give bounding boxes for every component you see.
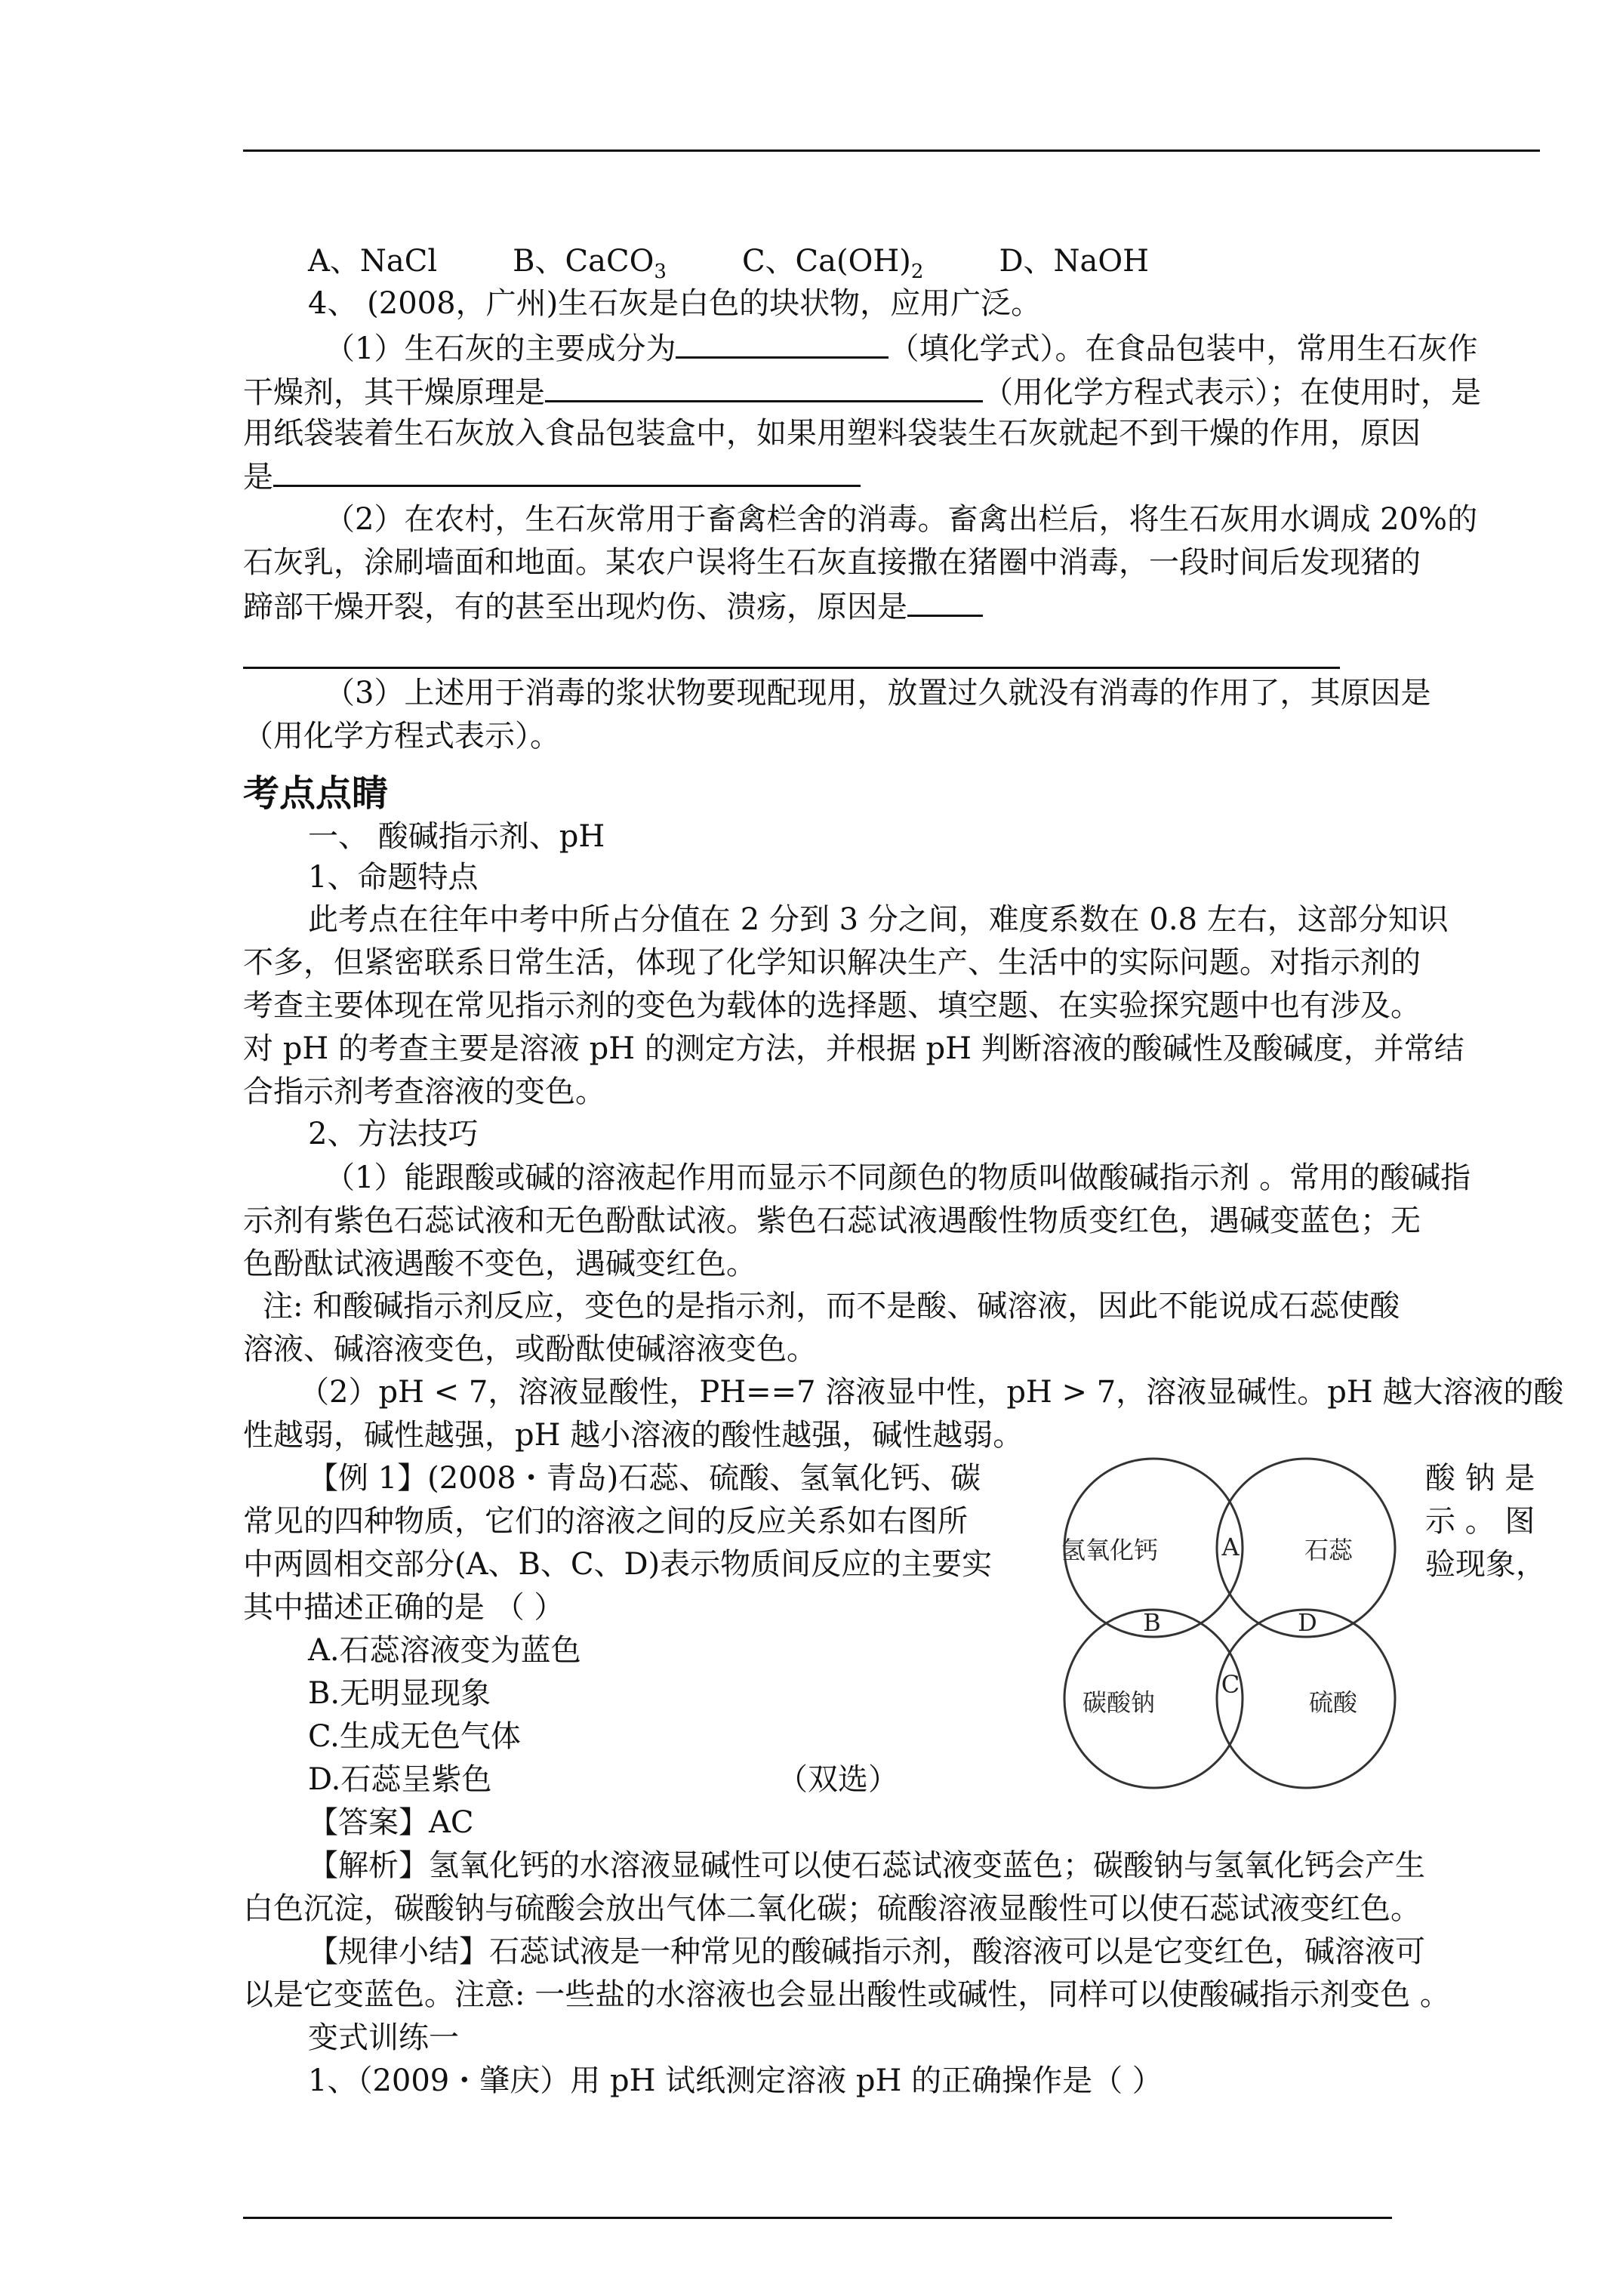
label-sodium-carbonate: 碳酸钠 [1082, 1688, 1156, 1717]
training-question: 1、（2009・肇庆）用 pH 试纸测定溶液 pH 的正确操作是（ ） [308, 2063, 1163, 2098]
summary-line: 【规律小结】石蕊试液是一种常见的酸碱指示剂，酸溶液可以是它变红色，碱溶液可 [308, 1934, 1425, 1969]
section-heading: 考点点睛 [243, 772, 389, 815]
q4-p1-line4: 是 [243, 455, 861, 498]
paragraph-line: 合指示剂考查溶液的变色。 [243, 1074, 605, 1109]
answer-line[interactable] [243, 667, 1340, 669]
venn-diagram [1057, 1450, 1404, 1797]
choice-a: A.石蕊溶液变为蓝色 [308, 1633, 581, 1668]
q4-p3-line2: （用化学方程式表示）。 [243, 719, 560, 754]
q4-p1-line1: （1）生石灰的主要成分为 （填化学式）。在食品包装中，常用生石灰作 [325, 326, 1477, 370]
summary-line: 以是它变蓝色。注意: 一些盐的水溶液也会显出酸性或碱性，同样可以使酸碱指示剂变色 。 [243, 1977, 1450, 2012]
analysis-line: 【解析】氢氧化钙的水溶液显碱性可以使石蕊试液变蓝色；碳酸钠与氢氧化钙会产生 [308, 1848, 1425, 1883]
example-line: 常见的四种物质，它们的溶液之间的反应关系如右图所 [243, 1504, 968, 1539]
note-line: 注: 和酸碱指示剂反应，变色的是指示剂，而不是酸、碱溶液，因此不能说成石蕊使酸 [263, 1289, 1400, 1324]
answer-blank[interactable] [676, 326, 888, 359]
label-b: B [1143, 1608, 1161, 1637]
paragraph-line: 对 pH 的考查主要是溶液 pH 的测定方法，并根据 pH 判断溶液的酸碱性及酸碱度，并常结 [243, 1031, 1464, 1066]
paragraph-line: 此考点在往年中考中所占分值在 2 分到 3 分之间，难度系数在 0.8 左右，这部分知识 [308, 902, 1449, 937]
q4-p2-line2: 石灰乳，涂刷墙面和地面。某农户误将生石灰直接撒在猪圈中消毒，一段时间后发现猪的 [243, 545, 1421, 580]
label-a: A [1221, 1533, 1240, 1561]
paragraph-line: 性越弱，碱性越强，pH 越小溶液的酸性越强，碱性越弱。 [243, 1418, 1024, 1453]
paragraph-line: 考查主要体现在常见指示剂的变色为载体的选择题、填空题、在实验探究题中也有涉及。 [243, 988, 1421, 1023]
subsection-1: 1、命题特点 [308, 860, 479, 895]
answer-blank[interactable] [907, 584, 983, 617]
option-d: D、NaOH [999, 244, 1150, 279]
q4-p1-line2: 干燥剂，其干燥原理是 （用化学方程式表示）；在使用时，是 [243, 370, 1481, 414]
dual-select-note: （双选） [778, 1762, 898, 1797]
q4-p2-line1: （2）在农村，生石灰常用于畜禽栏舍的消毒。畜禽出栏后，将生石灰用水调成 20%的 [325, 502, 1478, 537]
paragraph-line: 不多，但紧密联系日常生活，体现了化学知识解决生产、生活中的实际问题。对指示剂的 [243, 945, 1421, 980]
footer-rule [243, 2217, 1392, 2219]
q4-p1-line3: 用纸袋装着生石灰放入食品包装盒中，如果用塑料袋装生石灰就起不到干燥的作用，原因 [243, 416, 1421, 451]
analysis-line: 白色沉淀，碳酸钠与硫酸会放出气体二氧化碳；硫酸溶液显酸性可以使石蕊试液变红色。 [243, 1891, 1421, 1926]
option-a: A、NaCl [308, 244, 438, 279]
q4-p2-line3: 蹄部干燥开裂，有的甚至出现灼伤、溃疡，原因是 [243, 584, 983, 628]
example-line: 其中描述正确的是 （ ） [243, 1590, 565, 1625]
choice-b: B.无明显现象 [308, 1676, 491, 1711]
subsection-title: 一、 酸碱指示剂、pH [308, 819, 605, 854]
label-calcium-hydroxide: 氢氧化钙 [1061, 1536, 1159, 1564]
example-line-right: 酸 钠 是 [1425, 1461, 1535, 1496]
example-line-right: 示 。 图 [1425, 1504, 1535, 1539]
label-c: C [1221, 1670, 1240, 1699]
training-title: 变式训练一 [308, 2020, 459, 2055]
option-b: B、CaCO$_3$ [513, 244, 667, 283]
q4-p3-line1: （3）上述用于消毒的浆状物要现配现用，放置过久就没有消毒的作用了，其原因是 [325, 676, 1431, 710]
paragraph-line: 示剂有紫色石蕊试液和无色酚酞试液。紫色石蕊试液遇酸性物质变红色，遇碱变蓝色；无 [243, 1203, 1421, 1238]
paragraph-line: （2）pH < 7，溶液显酸性，PH==7 溶液显中性，pH > 7，溶液显碱性。pH 越大溶液的酸 [299, 1375, 1564, 1410]
example-line-right: 验现象， [1425, 1547, 1546, 1582]
label-litmus: 石蕊 [1304, 1536, 1354, 1564]
note-line: 溶液、碱溶液变色，或酚酞使碱溶液变色。 [243, 1332, 817, 1367]
answer-blank[interactable] [273, 455, 861, 487]
example-line: 【例 1】(2008・青岛)石蕊、硫酸、氢氧化钙、碳 [308, 1461, 981, 1496]
header-rule [243, 149, 1540, 152]
choice-c: C.生成无色气体 [308, 1719, 521, 1754]
answer-line-text: 【答案】AC [308, 1805, 474, 1840]
paragraph-line: 色酚酞试液遇酸不变色，遇碱变红色。 [243, 1247, 756, 1281]
subsection-2: 2、方法技巧 [308, 1117, 479, 1151]
example-line: 中两圆相交部分(A、B、C、D)表示物质间反应的主要实 [243, 1547, 993, 1582]
label-sulfuric-acid: 硫酸 [1308, 1688, 1358, 1717]
option-c: C、$Ca(OH)_2$ [741, 244, 924, 283]
choice-d: D.石蕊呈紫色 [308, 1762, 492, 1797]
label-d: D [1298, 1608, 1317, 1637]
answer-blank[interactable] [545, 370, 983, 402]
q4-title: 4、 (2008，广州)生石灰是白色的块状物，应用广泛。 [308, 286, 1042, 321]
paragraph-line: （1）能跟酸或碱的溶液起作用而显示不同颜色的物质叫做酸碱指示剂 。常用的酸碱指 [325, 1160, 1471, 1195]
